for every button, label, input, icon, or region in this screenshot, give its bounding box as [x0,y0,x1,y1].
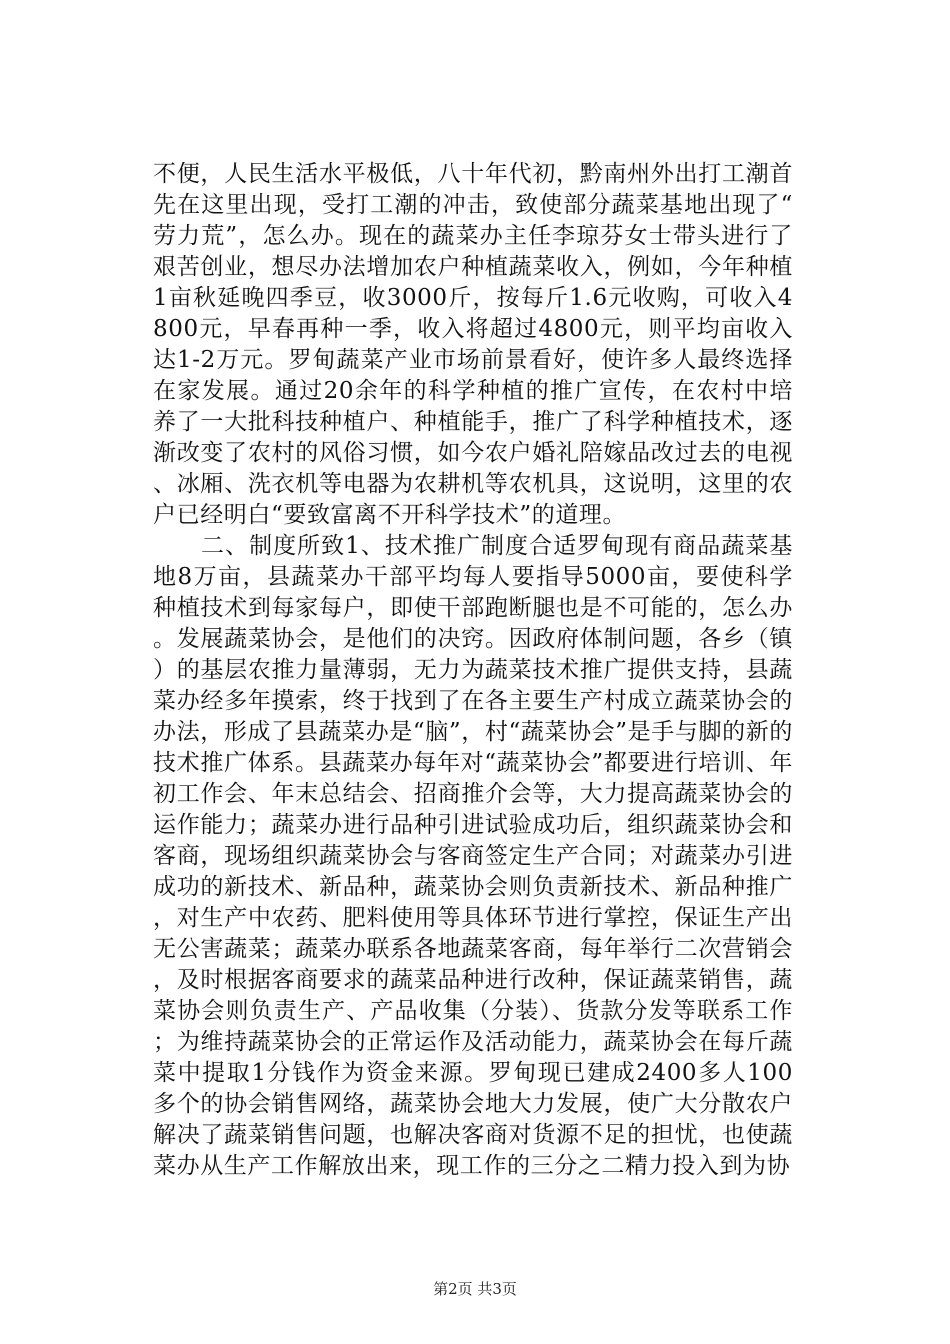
document-body [153,159,793,1182]
paragraph-2: 二、制度所致1、技术推广制度合适罗甸现有商品蔬菜基地8万亩，县蔬菜办干部平均每人要指导5000亩，要使科学种植技术到每家每户，即使干部跑断腿也是不可能的，怎么办。发展蔬菜协会，是他们的决窍。因政府体制问题，各乡（镇）的基层农推力量薄弱，无力为蔬菜技术推广提供支持，县蔬菜办经多年摸索，终于找到了在各主要生产村成立蔬菜协会的办法，形成了县蔬菜办是“脑”，村“蔬菜协会”是手与脚的新的技术推广体系。县蔬菜办每年对“蔬菜协会”都要进行培训、年初工作会、年末总结会、招商推介会等，大力提高蔬菜协会的运作能力；蔬菜办进行品种引进试验成功后，组织蔬菜协会和客商，现场组织蔬菜协会与客商签定生产合同；对蔬菜办引进成功的新技术、新品种，蔬菜协会则负责新技术、新品种推广，对生产中农药、肥料使用等具体环节进行掌控，保证生产出无公害蔬菜；蔬菜办联系各地蔬菜客商，每年举行二次营销会，及时根据客商要求的蔬菜品种进行改种，保证蔬菜销售，蔬菜协会则负责生产、产品收集（分装）、货款分发等联系工作；为维持蔬菜协会的正常运作及活动能力，蔬菜协会在每斤蔬菜中提取1分钱作为资金来源。罗甸现已建成2400多人100多个的协会销售网络，蔬菜协会地大力发展，使广大分散农户解决了蔬菜销售问题，也解决客商对货源不足的担忧，也使蔬菜办从生产工作解放出来，现工作的三分之二精力投入到为协 [153,533,793,1179]
paragraph-1: 不便，人民生活水平极低，八十年代初，黔南州外出打工潮首先在这里出现，受打工潮的冲击，致使部分蔬菜基地出现了“劳力荒”，怎么办。现在的蔬菜办主任李琼芬女士带头进行了艰苦创业，想尽办法增加农户种植蔬菜收入，例如，今年种植1亩秋延晚四季豆，收3000斤，按每斤1.6元收购，可收入4800元，早春再种一季，收入将超过4800元，则平均亩收入达1-2万元。罗甸蔬菜产业市场前景看好，使许多人最终选择在家发展。通过20余年的科学种植的推广宣传，在农村中培养了一大批科技种植户、种植能手，推广了科学种植技术，逐渐改变了农村的风俗习惯，如今农户婚礼陪嫁品改过去的电视、冰厢、洗衣机等电器为农耕机等农机具，这说明，这里的农户已经明白“要致富离不开科学技术”的道理。 [153,161,793,528]
page-number-footer: 第2页 共3页 [433,1280,517,1298]
